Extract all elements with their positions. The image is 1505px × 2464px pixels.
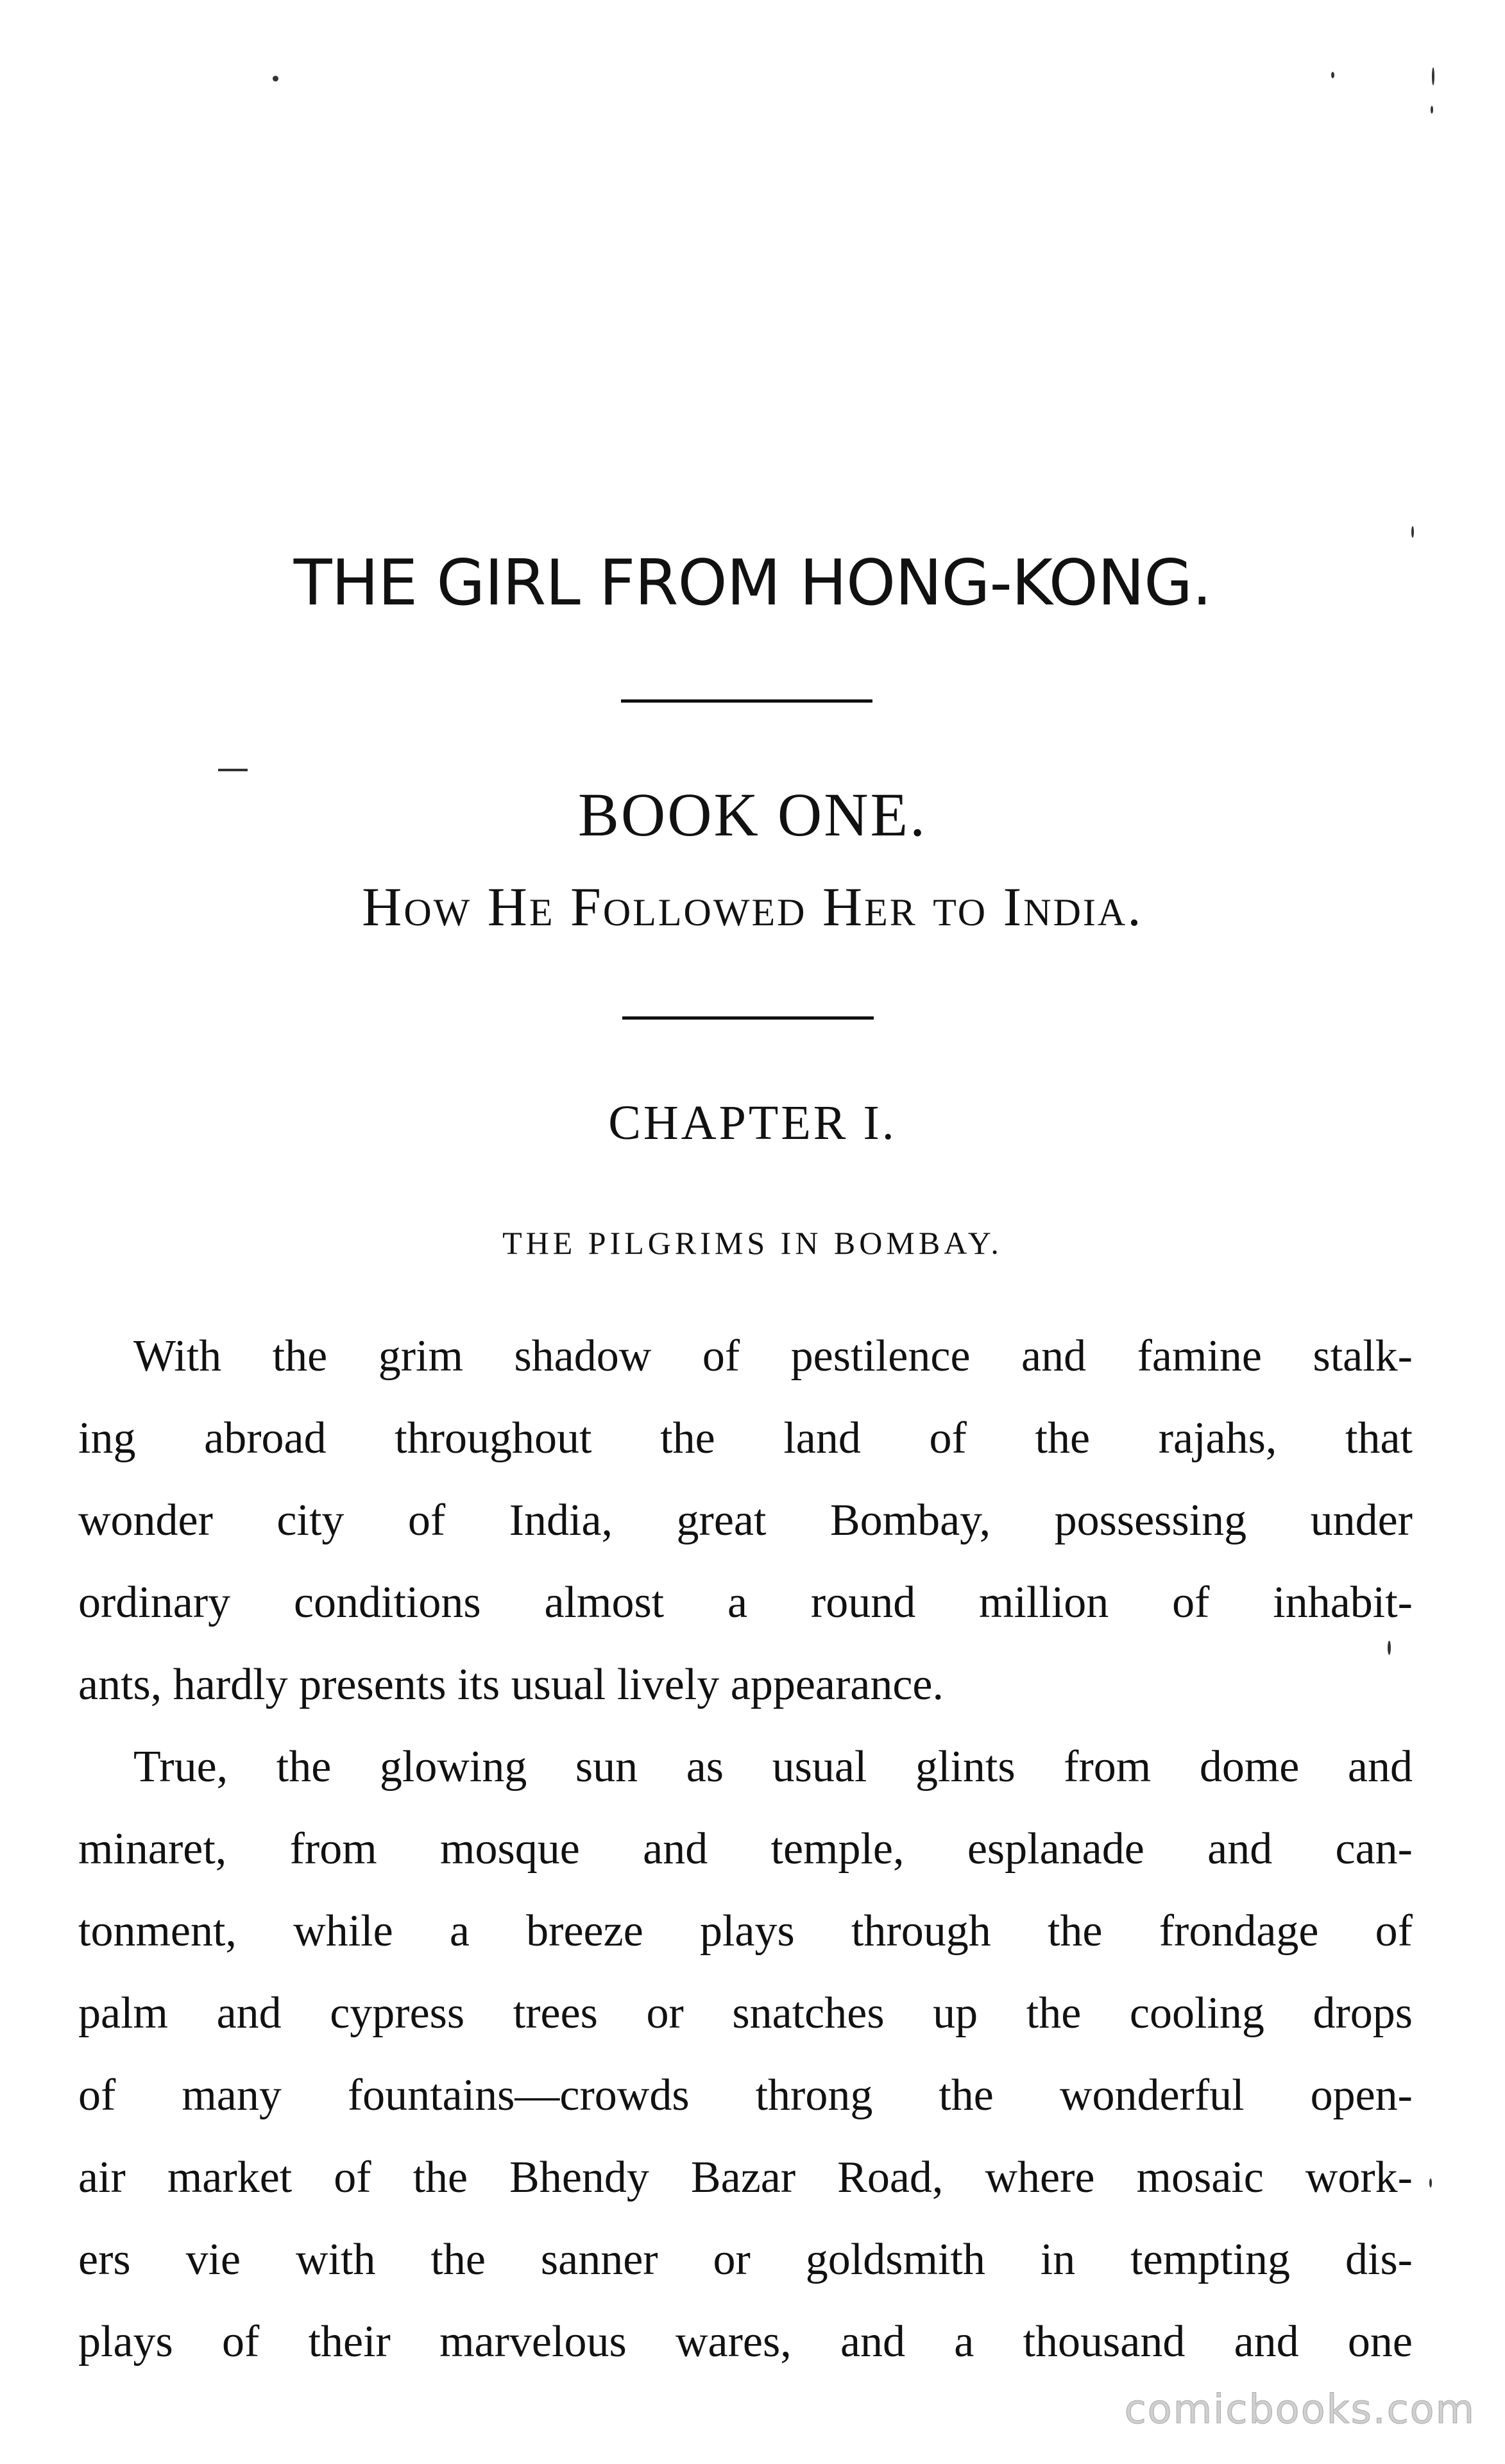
scan-speck: [1432, 67, 1434, 85]
body-line: ers vie with the sanner or goldsmith in tempting dis-: [78, 2235, 1413, 2284]
scan-speck: [218, 769, 248, 771]
body-line: palm and cypress trees or snatches up the cooling drops: [78, 1989, 1413, 2038]
title-divider: [621, 699, 872, 703]
body-line: ordinary conditions almost a round million of inhabit-: [78, 1578, 1413, 1627]
body-line: With the grim shadow of pestilence and famine stalk-: [133, 1331, 1413, 1381]
body-line: plays of their marvelous wares, and a thousand and one: [78, 2317, 1413, 2366]
body-line: tonment, while a breeze plays through the frondage of: [78, 1906, 1413, 1956]
scan-speck: [1331, 72, 1334, 78]
scan-speck: [1431, 106, 1433, 114]
body-text: [78, 1315, 1413, 2383]
scan-speck: [1429, 2178, 1432, 2187]
body-line: air market of the Bhendy Bazar Road, where mosaic work-: [78, 2153, 1413, 2202]
body-line: True, the glowing sun as usual glints from dome and: [133, 1742, 1413, 1792]
chapter-subtitle: THE PILGRIMS IN BOMBAY.: [502, 1225, 1003, 1261]
body-line: wonder city of India, great Bombay, possessing under: [78, 1496, 1413, 1545]
watermark: comicbooks.com: [1124, 2386, 1475, 2433]
body-line: ing abroad throughout the land of the rajahs, that: [78, 1414, 1413, 1463]
scan-speck: [273, 76, 278, 81]
chapter-heading: CHAPTER I.: [608, 1096, 897, 1150]
scan-speck: [1411, 526, 1414, 538]
book-heading: BOOK ONE.: [577, 780, 928, 849]
body-line: ants, hardly presents its usual lively appearance.: [78, 1660, 944, 1709]
book-subtitle: How He Followed Her to India.: [362, 876, 1143, 937]
chapter-divider: [622, 1016, 874, 1020]
body-line: minaret, from mosque and temple, esplanade and can-: [78, 1824, 1413, 1874]
book-title: THE GIRL FROM HONG-KONG.: [293, 547, 1212, 620]
body-line: of many fountains—crowds throng the wonderful open-: [78, 2071, 1413, 2120]
